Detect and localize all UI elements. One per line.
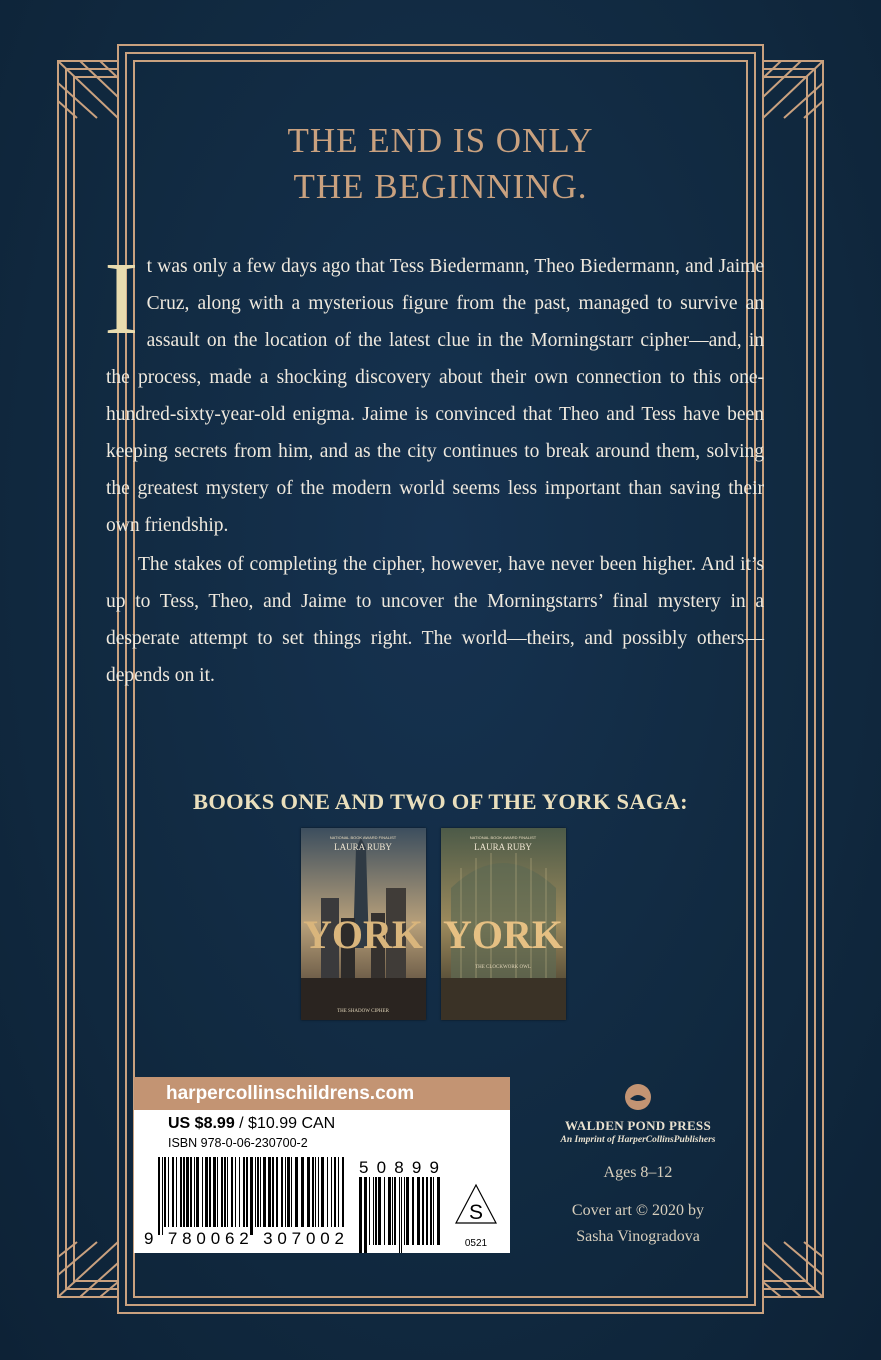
barcode-bar [217,1157,218,1227]
barcode-bar [231,1157,233,1227]
barcode-bar [246,1157,248,1227]
barcode-bar [162,1157,163,1235]
barcode-bar [342,1157,344,1227]
barcode-bar [388,1177,391,1245]
books-heading: BOOKS ONE AND TWO OF THE YORK SAGA: [193,789,688,814]
isbn: ISBN 978-0-06-230700-2 [168,1136,308,1150]
barcode-bar [315,1157,316,1227]
barcode-bar [373,1177,374,1245]
price-other: / $10.99 CAN [234,1115,336,1132]
barcode-bar [263,1157,266,1227]
barcode-bar [186,1157,189,1227]
barcode-bar [359,1177,362,1253]
rating-code: 0521 [464,1238,488,1249]
barcode-bar [426,1177,428,1245]
barcode-bar [404,1177,405,1245]
barcode-bar [194,1157,195,1227]
drop-cap: I [104,241,139,356]
barcode-bar [209,1157,211,1227]
barcode-bar [412,1177,414,1245]
synopsis-paragraph-2: The stakes of completing the cipher, however, have never been higher. And it’s up to Tess, Theo, and Jaime to uncover the Morningstarrs’ final mystery in a desperate attempt to set things right. The world—theirs, and possibly others—depends on it. [106,554,764,686]
barcode-bar [202,1157,203,1227]
barcode-label [134,1077,510,1253]
barcode-bar [180,1157,182,1227]
barcode [134,1077,510,1253]
barcode-bar [369,1177,370,1245]
barcode-bar [327,1157,328,1227]
barcode-bar [257,1157,259,1227]
barcode-bar [331,1157,332,1227]
barcode-bar [158,1157,160,1235]
barcode-bar [291,1157,292,1227]
headline-line-1: THE END IS ONLY [287,121,594,160]
barcode-bar [239,1157,240,1227]
publisher-imprint: An Imprint of HarperCollinsPublishers [560,1135,716,1145]
barcode-bar [422,1177,424,1245]
barcode-bar [318,1157,319,1227]
publisher-logo-icon [623,1082,653,1112]
barcode-bar [272,1157,274,1227]
barcode-bar [243,1157,245,1227]
barcode-bar [172,1157,174,1227]
barcode-bar [312,1157,314,1227]
barcode-bar [268,1157,271,1227]
synopsis-paragraph-1 [104,241,764,544]
barcode-bar [384,1177,385,1245]
barcode-bar [364,1177,367,1253]
barcode-bar [378,1177,381,1245]
publisher-block [546,1080,730,1145]
headline-line-2: THE BEGINNING. [293,167,588,206]
barcode-bar [235,1157,236,1227]
addon-bars [359,1177,440,1253]
barcode-bar [190,1157,192,1227]
ean-digits: 9 780062 307002 [144,1229,344,1248]
barcode-bar [168,1157,169,1227]
barcode-bar [437,1177,440,1245]
barcode-bar [213,1157,216,1227]
synopsis [104,241,764,694]
barcode-bar [307,1157,310,1227]
ean-bars [158,1157,344,1235]
barcode-bar [394,1177,396,1245]
barcode-bar [260,1157,261,1227]
book-2-award: NATIONAL BOOK AWARD FINALIST [469,835,537,840]
book-cover-one [301,828,426,1020]
barcode-bar [392,1177,393,1245]
credit-line-2: Sasha Vinogradova [576,1228,700,1245]
headline [0,118,881,210]
barcode-bar [399,1177,400,1253]
cover-art-credit [546,1198,730,1250]
barcode-bar [255,1157,256,1227]
barcode-bar [227,1157,228,1227]
book-1-author: LAURA RUBY [334,842,392,852]
barcode-bar [334,1157,336,1227]
price-us: US $8.99 [168,1115,235,1132]
paragraph-1-text: t was only a few days ago that Tess Biedermann, Theo Biedermann, and Jaime Cruz, along with a mysterious figure from the past, managed to survive an assault on the location of the latest clue in the Morningstarr cipher—and, in the process, made a shocking discovery about their own connection to this one-hundred-sixty-year-old enigma. Jaime is convinced that Theo and Tess have been keeping secrets from him, and as the city continues to break around them, solving the greatest mystery of the modern world seems less important than saving their own friendship. [106,256,764,536]
barcode-bar [338,1157,339,1227]
book-2-author: LAURA RUBY [474,842,532,852]
barcode-bar [401,1177,402,1253]
barcode-bar [285,1157,286,1227]
age-range: Ages 8–12 [603,1164,673,1181]
barcode-bar [321,1157,324,1227]
barcode-bar [221,1157,223,1227]
book-1-subtitle: THE SHADOW CIPHER [337,1009,389,1014]
barcode-bar [196,1157,199,1227]
book-1-award: NATIONAL BOOK AWARD FINALIST [329,835,397,840]
book-cover-two [441,828,566,1020]
barcode-bar [205,1157,208,1227]
barcode-bar [276,1157,278,1227]
barcode-bar [250,1157,253,1235]
addon-digits: 50899 [359,1158,439,1177]
book-2-title: YORK [443,912,563,957]
barcode-bar [287,1157,290,1227]
barcode-bar [417,1177,420,1245]
book-2-subtitle: THE CLOCKWORK OWL [475,965,531,970]
website-url: harpercollinschildrens.com [134,1077,510,1110]
barcode-bar [375,1177,377,1245]
book-1-title: YORK [303,912,423,957]
barcode-bar [430,1177,432,1245]
barcode-bar [406,1177,409,1245]
barcode-bar [433,1177,434,1245]
publisher-name: WALDEN POND PRESS [565,1118,711,1133]
barcode-bar [183,1157,185,1227]
barcode-bar [301,1157,304,1227]
barcode-bar [295,1157,298,1227]
barcode-bar [224,1157,226,1227]
barcode-bar [164,1157,166,1227]
barcode-bar [176,1157,177,1227]
credit-line-1: Cover art © 2020 by [571,1202,705,1219]
rating-letter: S [468,1201,484,1224]
barcode-bar [281,1157,283,1227]
